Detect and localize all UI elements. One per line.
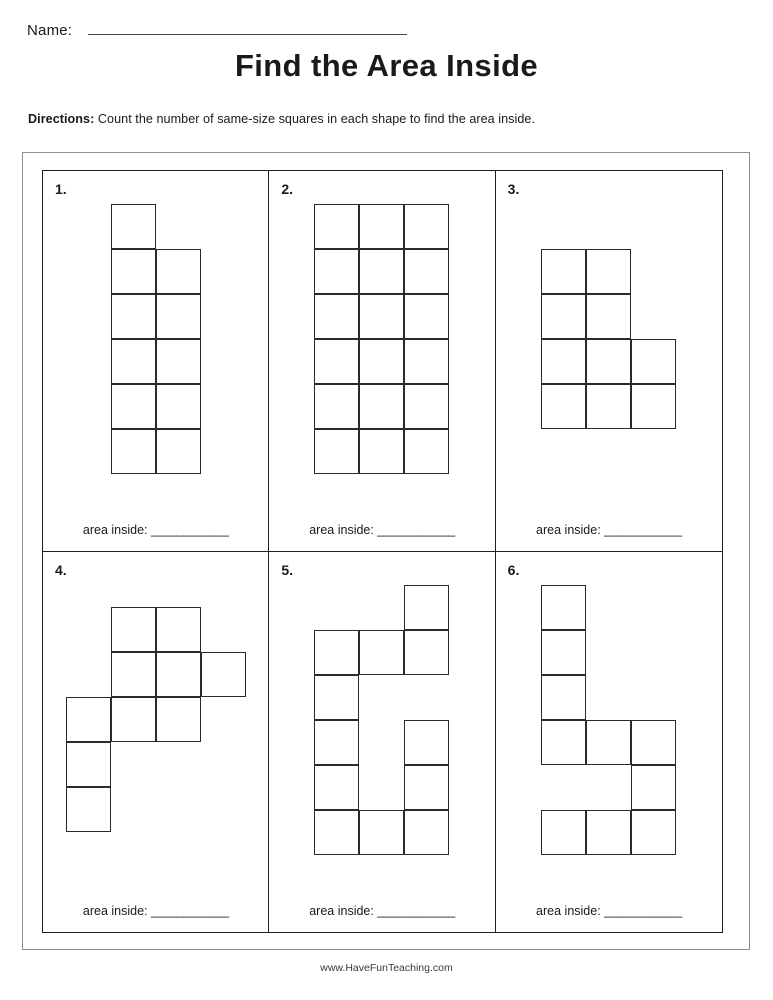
unit-square — [586, 249, 631, 294]
shape-area — [496, 189, 722, 489]
problem-cell-5 — [269, 552, 495, 933]
unit-square — [359, 249, 404, 294]
answer-label: area inside: — [536, 904, 605, 918]
page-title: Find the Area Inside — [234, 48, 539, 83]
unit-square — [359, 384, 404, 429]
shape-area — [43, 570, 268, 870]
unit-square — [111, 204, 156, 249]
unit-square — [314, 765, 359, 810]
answer-blank[interactable]: ____________ — [604, 522, 682, 537]
unit-square — [314, 294, 359, 339]
unit-square — [314, 675, 359, 720]
unit-square — [314, 339, 359, 384]
answer-label: area inside: — [82, 904, 151, 918]
problem-cell-6 — [496, 552, 722, 933]
unit-square — [314, 810, 359, 855]
unit-square — [156, 697, 201, 742]
unit-square — [156, 384, 201, 429]
unit-square — [156, 429, 201, 474]
unit-square — [201, 652, 246, 697]
unit-square — [586, 339, 631, 384]
unit-square — [111, 294, 156, 339]
unit-square — [111, 607, 156, 652]
unit-square — [359, 810, 404, 855]
unit-square — [541, 675, 586, 720]
problem-cell-1 — [43, 171, 269, 552]
unit-square — [631, 384, 676, 429]
shape-figure — [541, 585, 676, 855]
unit-square — [314, 384, 359, 429]
unit-square — [111, 652, 156, 697]
unit-square — [586, 810, 631, 855]
unit-square — [314, 429, 359, 474]
unit-square — [314, 720, 359, 765]
unit-square — [404, 429, 449, 474]
unit-square — [314, 204, 359, 249]
unit-square — [111, 429, 156, 474]
unit-square — [541, 720, 586, 765]
unit-square — [156, 652, 201, 697]
unit-square — [631, 765, 676, 810]
directions-label: Directions: — [28, 112, 95, 126]
answer-blank[interactable]: ____________ — [151, 904, 229, 918]
unit-square — [156, 339, 201, 384]
unit-square — [631, 339, 676, 384]
unit-square — [359, 294, 404, 339]
unit-square — [156, 294, 201, 339]
name-label: Name: — [27, 22, 73, 39]
unit-square — [359, 630, 404, 675]
name-field-row — [27, 22, 407, 39]
unit-square — [404, 294, 449, 339]
answer-row — [496, 523, 722, 537]
shape-area — [269, 570, 494, 870]
answer-row — [269, 904, 494, 918]
unit-square — [541, 339, 586, 384]
answer-label: area inside: — [82, 522, 151, 537]
unit-square — [156, 607, 201, 652]
answer-blank[interactable]: ____________ — [151, 522, 229, 537]
unit-square — [404, 810, 449, 855]
footer-site: www.HaveFunTeaching.com — [320, 962, 453, 974]
unit-square — [586, 294, 631, 339]
unit-square — [359, 429, 404, 474]
unit-square — [404, 585, 449, 630]
unit-square — [631, 810, 676, 855]
shape-figure — [314, 204, 449, 474]
unit-square — [359, 339, 404, 384]
problem-cell-2 — [269, 171, 495, 552]
answer-blank[interactable]: ____________ — [377, 904, 455, 918]
directions-text: Count the number of same-size squares in each shape to find the area inside. — [94, 112, 536, 126]
unit-square — [541, 585, 586, 630]
shape-area — [496, 570, 722, 870]
unit-square — [541, 630, 586, 675]
unit-square — [586, 384, 631, 429]
problem-number: 5. — [281, 561, 294, 578]
problem-cell-3 — [496, 171, 722, 552]
shape-figure — [66, 607, 246, 832]
unit-square — [404, 630, 449, 675]
unit-square — [631, 720, 676, 765]
unit-square — [111, 249, 156, 294]
answer-blank[interactable]: ____________ — [604, 904, 682, 918]
answer-row — [43, 904, 268, 918]
unit-square — [359, 204, 404, 249]
name-input-line[interactable] — [88, 22, 407, 35]
unit-square — [404, 720, 449, 765]
unit-square — [404, 204, 449, 249]
unit-square — [66, 697, 111, 742]
answer-label: area inside: — [536, 522, 605, 537]
unit-square — [111, 339, 156, 384]
shape-area — [269, 189, 494, 489]
problem-number: 4. — [55, 561, 67, 578]
unit-square — [66, 742, 111, 787]
unit-square — [404, 384, 449, 429]
unit-square — [541, 249, 586, 294]
answer-row — [43, 523, 268, 537]
shape-figure — [111, 204, 201, 474]
unit-square — [541, 384, 586, 429]
unit-square — [404, 765, 449, 810]
problem-number: 2. — [281, 181, 294, 197]
directions — [28, 112, 535, 126]
shape-figure — [314, 585, 449, 855]
unit-square — [541, 810, 586, 855]
unit-square — [586, 720, 631, 765]
problem-number: 3. — [507, 181, 520, 197]
answer-label: area inside: — [309, 522, 378, 537]
answer-row — [496, 904, 722, 918]
shape-area — [43, 189, 268, 489]
problem-cell-4 — [43, 552, 269, 933]
unit-square — [156, 249, 201, 294]
answer-blank[interactable]: ____________ — [377, 522, 455, 537]
unit-square — [404, 339, 449, 384]
answer-label: area inside: — [309, 904, 378, 918]
unit-square — [404, 249, 449, 294]
unit-square — [111, 697, 156, 742]
unit-square — [541, 294, 586, 339]
unit-square — [314, 249, 359, 294]
unit-square — [111, 384, 156, 429]
problem-number: 1. — [55, 181, 67, 197]
answer-row — [269, 523, 494, 537]
unit-square — [66, 787, 111, 832]
problem-grid — [42, 170, 723, 933]
unit-square — [314, 630, 359, 675]
shape-figure — [541, 249, 676, 429]
problem-number: 6. — [507, 561, 520, 578]
